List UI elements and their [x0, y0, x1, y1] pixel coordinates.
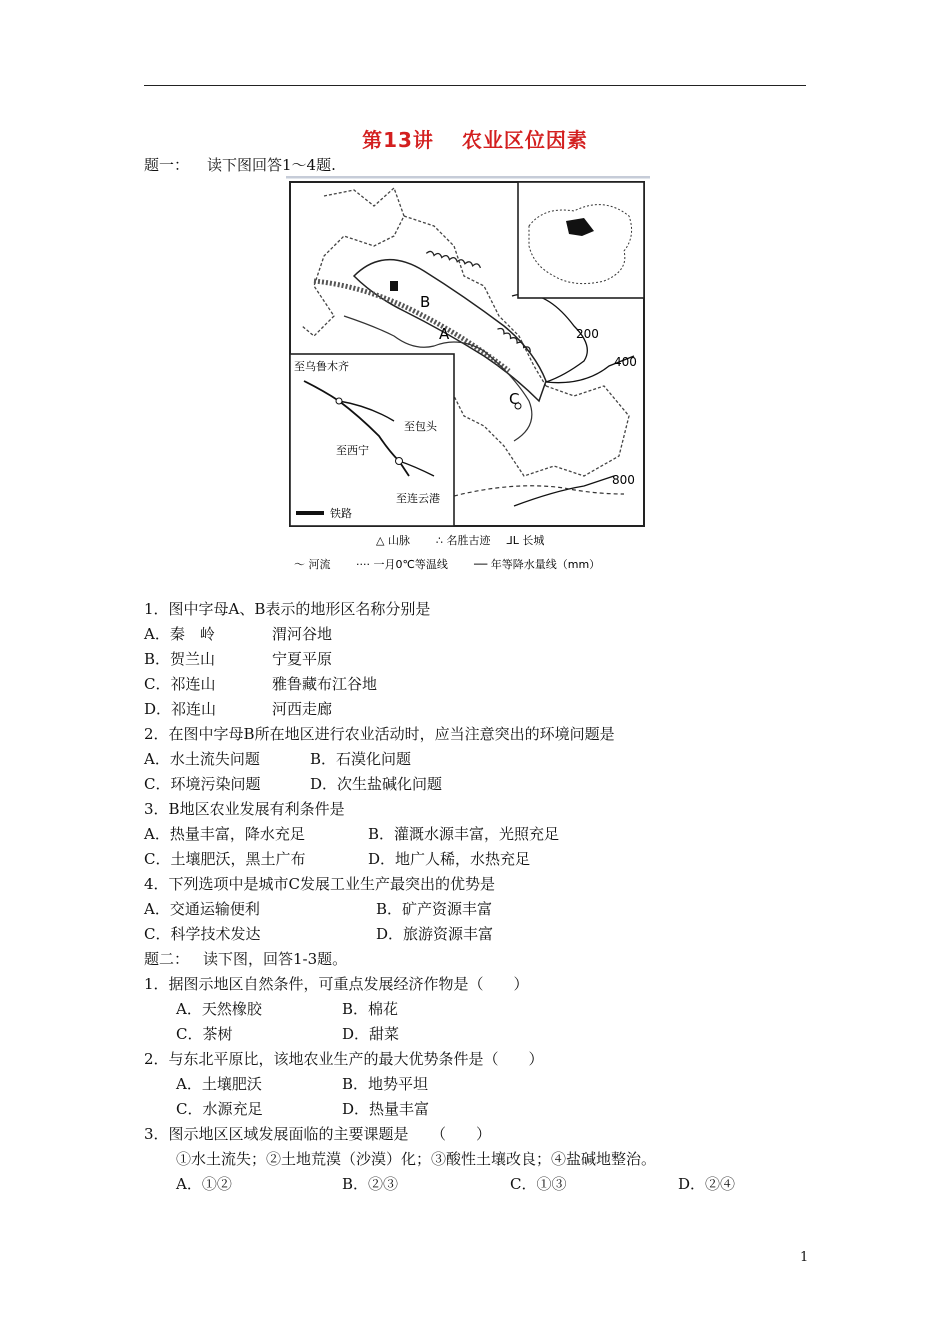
s2-q1-stem: 1．据图示地区自然条件，可重点发展经济作物是（ ）: [144, 975, 529, 993]
legend-isotherm: ···· 一月0℃等温线: [356, 558, 448, 571]
lecture-number: 第13讲: [362, 128, 434, 152]
section2-intro: 读下图，回答1-3题。: [203, 950, 348, 968]
s1-q1-stem: 1．图中字母A、B表示的地形区名称分别是: [144, 600, 431, 618]
s1-q4-stem: 4．下列选项中是城市C发展工业生产最突出的优势是: [144, 875, 496, 893]
legend-relic: ∴ 名胜古迹: [436, 534, 491, 547]
map-label-a: A: [439, 325, 450, 343]
s2-q3-items: ①水土流失；②土地荒漠（沙漠）化；③酸性土壤改良；④盐碱地整治。: [176, 1150, 657, 1168]
s2-q2-options-cd: C．水源充足 D．热量丰富: [176, 1100, 430, 1118]
s1-q2-stem: 2．在图中字母B所在地区进行农业活动时，应当注意突出的环境问题是: [144, 725, 615, 743]
s1-q1-option-d: D．祁连山 河西走廊: [144, 700, 333, 718]
section2-label: 题二：: [144, 950, 190, 968]
s2-q2-options-ab: A．土壤肥沃 B．地势平坦: [176, 1075, 429, 1093]
isohyet-800-label: 800: [612, 473, 635, 487]
inset-legend-railway: 铁路: [330, 507, 352, 520]
section2-heading: [144, 950, 347, 968]
legend-wall: ᒧᒪ 长城: [506, 534, 545, 547]
s2-q1-options-cd: C．茶树 D．甜菜: [176, 1025, 400, 1043]
s1-q4-options-cd: C．科学技术发达 D．旅游资源丰富: [144, 925, 494, 943]
map-label-c: C: [509, 390, 520, 408]
s1-q3-options-cd: C．土壤肥沃，黑土广布 D．地广人稀，水热充足: [144, 850, 531, 868]
section1-heading: [144, 156, 336, 174]
s1-q1-option-a: A．秦 岭 渭河谷地: [144, 625, 333, 643]
inset-label-urumqi: 至乌鲁木齐: [294, 360, 349, 373]
s1-q3-options-ab: A．热量丰富，降水充足 B．灌溉水源丰富，光照充足: [144, 825, 560, 843]
inset-label-lianyungang: 至连云港: [396, 492, 440, 505]
s1-q3-stem: 3．B地区农业发展有利条件是: [144, 800, 345, 818]
header-rule: [144, 85, 806, 86]
s1-q1-option-b: B．贺兰山 宁夏平原: [144, 650, 333, 668]
inset-label-baotou: 至包头: [404, 420, 437, 433]
s1-q2-options-ab: A．水土流失问题 B．石漠化问题: [144, 750, 412, 768]
lecture-title: 农业区位因素: [461, 128, 588, 152]
legend-isohyet: ── 年等降水量线（mm）: [474, 558, 601, 571]
s2-q3-stem: 3．图示地区区域发展面临的主要课题是 （ ）: [144, 1125, 492, 1143]
section1-label: 题一：: [144, 156, 190, 174]
legend-river: ～ 河流: [294, 558, 331, 571]
isohyet-400-label: 400: [614, 355, 637, 369]
s2-q2-stem: 2．与东北平原比，该地农业生产的最大优势条件是（ ）: [144, 1050, 544, 1068]
s2-q1-options-ab: A．天然橡胶 B．棉花: [176, 1000, 399, 1018]
legend-mountain: △ 山脉: [376, 534, 410, 547]
isohyet-200-label: 200: [576, 327, 599, 341]
map-figure: [284, 176, 650, 576]
s2-q3-options: A．①② B．②③ C．①③ D．②④: [176, 1175, 736, 1193]
inset-china-map: [518, 182, 644, 298]
inset-label-xining: 至西宁: [336, 444, 369, 457]
s1-q1-option-c: C．祁连山 雅鲁藏布江谷地: [144, 675, 378, 693]
section1-intro: 读下图回答1～4题.: [207, 156, 336, 174]
s1-q4-options-ab: A．交通运输便利 B．矿产资源丰富: [144, 900, 493, 918]
map-svg: [284, 176, 650, 576]
page-title: [0, 124, 950, 153]
page-number: 1: [800, 1250, 809, 1265]
s1-q2-options-cd: C．环境污染问题 D．次生盐碱化问题: [144, 775, 443, 793]
map-label-b: B: [420, 293, 431, 311]
